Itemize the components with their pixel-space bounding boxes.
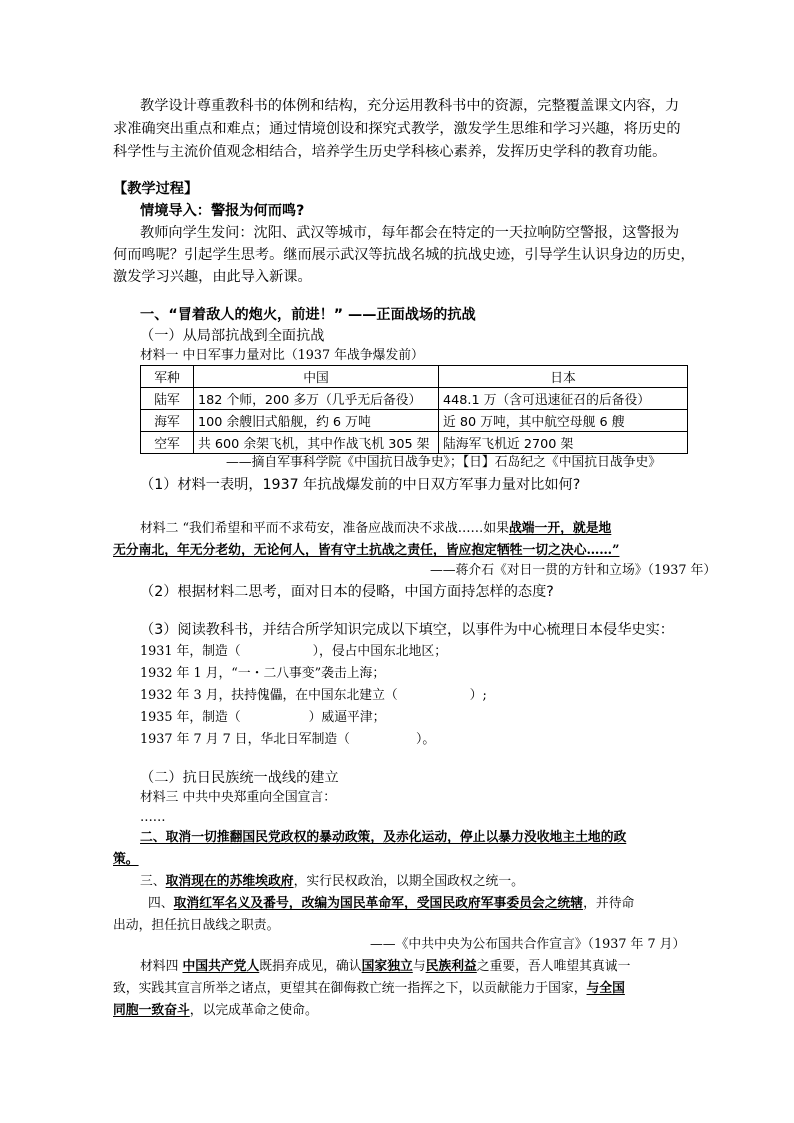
table-header-cell: 日本 <box>439 366 688 388</box>
m4-text: ，以完成革命之使命。 <box>189 1003 318 1018</box>
fill-text: ）威逼平津； <box>308 710 386 725</box>
material2-emphasis: 战端一开，就是地 <box>508 521 612 536</box>
material2-line-1 <box>140 518 611 540</box>
fill-text: 1931 年，制造（ <box>140 644 241 659</box>
table-cell: 共 600 余架飞机，其中作战飞机 305 架 <box>194 432 439 454</box>
fill-text: 1937 年 7 月 7 日，华北日军制造（ <box>140 732 350 747</box>
table-row <box>141 432 688 454</box>
material3-caption: 材料三 中共中央郑重向全国宣言： <box>140 790 337 805</box>
material4-line3 <box>113 1000 318 1022</box>
m4-emphasis: 国家独立 <box>361 959 413 974</box>
material1-caption: 材料一 中日军事力量对比（1937 年战争爆发前） <box>140 348 424 363</box>
m4-emphasis: 同胞一致奋斗 <box>113 1003 190 1018</box>
fill-text: ）。 <box>415 732 436 747</box>
scene-title: 情境导入：警报为何而鸣? <box>140 203 305 219</box>
scene-line-1: 教师向学生发问：沈阳、武汉等城市，每年都会在特定的一天拉响防空警报，这警报为 <box>140 225 680 241</box>
material3-item2-line2: 策。 <box>113 852 139 867</box>
table-row <box>141 388 688 410</box>
m4-emphasis: 中国共产党人 <box>182 959 260 974</box>
fill-item-1 <box>140 641 447 663</box>
intro-line-3: 科学性与主流价值观念相结合，培养学生历史学科核心素养，发挥历史学科的教育功能。 <box>113 144 667 160</box>
process-heading: 【教学过程】 <box>113 181 199 197</box>
m4-text: 致，实践其宣言所举之诸点，更望其在御侮救亡统一指挥之下，以贡献能力于国家， <box>113 981 587 996</box>
material4-line2 <box>113 978 625 1000</box>
table-cell: 100 余艘旧式船舰，约 6 万吨 <box>194 410 439 432</box>
table-header-row <box>141 366 688 388</box>
section1-title: 一、“冒着敌人的炮火，前进！” ——正面战场的抗战 <box>140 307 476 323</box>
material3-item4-line1 <box>148 893 634 915</box>
table-header-cell: 中国 <box>194 366 439 388</box>
question-3: （3）阅读教科书，并结合所学知识完成以下填空，以事件为中心梳理日本侵华史实： <box>140 622 674 638</box>
m4-text: 既捐弃成见，确认 <box>259 959 362 974</box>
table-cell: 近 80 万吨，其中航空母舰 6 艘 <box>439 410 688 432</box>
scene-line-3: 激发学习兴趣，由此导入新课。 <box>113 269 312 285</box>
material2-source: ——蒋介石《对日一贯的方针和立场》（1937 年） <box>430 563 717 578</box>
table-cell: 陆军 <box>141 388 194 410</box>
table-cell: 海军 <box>141 410 194 432</box>
material3-item3 <box>140 871 524 893</box>
m4-text: 之重要，吾人唯望其真诚一 <box>476 959 631 974</box>
material3-item4-line2: 出动，担任抗日战线之职责。 <box>113 918 280 933</box>
material3-source: ——《中共中央为公布国共合作宣言》（1937 年 7 月） <box>370 937 686 952</box>
fill-item-5 <box>140 729 435 751</box>
scene-line-2: 何而鸣呢？引起学生思考。继而展示武汉等抗战名城的抗战史迹，引导学生认识身边的历史， <box>113 247 695 263</box>
table-cell: 陆海军飞机近 2700 架 <box>439 432 688 454</box>
item-text: 四、 <box>148 896 174 911</box>
m4-text: 材料四 <box>140 959 183 974</box>
fill-text: ），侵占中国东北地区； <box>312 644 447 659</box>
item-text: ，并待命 <box>583 896 635 911</box>
item-emphasis: 取消红军名义及番号，改编为国民革命军，受国民政府军事委员会之统辖 <box>173 896 584 911</box>
m4-emphasis: 与全国 <box>586 981 625 996</box>
table-cell: 182 个师，200 多万（几乎无后备役） <box>194 388 439 410</box>
table-header-cell: 军种 <box>141 366 194 388</box>
item-emphasis: 取消现在的苏维埃政府 <box>165 874 294 889</box>
fill-item-3 <box>140 685 487 707</box>
item-text: ，实行民权政治，以期全国政权之统一。 <box>293 874 524 889</box>
material3-ellipsis: …… <box>140 810 166 825</box>
intro-line-1: 教学设计尊重教科书的体例和结构，充分运用教科书中的资源，完整覆盖课文内容，力 <box>140 98 680 114</box>
question-1: （1）材料一表明，1937 年抗战爆发前的中日双方军事力量对比如何? <box>140 477 581 493</box>
table-cell: 空军 <box>141 432 194 454</box>
fill-text: 1932 年 3 月，扶持傀儡，在中国东北建立（ <box>140 688 398 703</box>
section1-sub1: （一）从局部抗战到全面抗战 <box>140 328 325 344</box>
material4-line1 <box>140 956 630 978</box>
m4-text: 与 <box>412 959 426 974</box>
military-comparison-table <box>140 365 688 454</box>
item-text: 三、 <box>140 874 166 889</box>
material3-item2-line1: 二、取消一切推翻国民党政权的暴动政策，及赤化运动，停止以暴力没收地主土地的政 <box>140 830 627 845</box>
fill-text: ）; <box>469 688 487 703</box>
table-cell: 448.1 万（含可迅速征召的后备役） <box>439 388 688 410</box>
section2-sub2: （二）抗日民族统一战线的建立 <box>140 770 339 786</box>
material2-line-2: 无分南北，年无分老幼，无论何人，皆有守土抗战之责任，皆应抱定牺牲一切之决心……” <box>113 543 620 558</box>
fill-item-2: 1932 年 1 月，“一・二八事变”袭击上海； <box>140 666 386 681</box>
fill-text: 1935 年，制造（ <box>140 710 241 725</box>
material2-text: 材料二 “我们希望和平而不求苟安，准备应战而决不求战……如果 <box>140 521 509 536</box>
intro-line-2: 求准确突出重点和难点；通过情境创设和探究式教学，激发学生思维和学习兴趣，将历史的 <box>113 121 681 137</box>
question-2: （2）根据材料二思考，面对日本的侵略，中国方面持怎样的态度? <box>140 584 554 600</box>
fill-item-4 <box>140 707 385 729</box>
m4-emphasis: 民族利益 <box>425 959 477 974</box>
table-source: ——摘自军事科学院《中国抗日战争史》；【日】石岛纪之《中国抗日战争史》 <box>226 455 662 470</box>
table-row <box>141 410 688 432</box>
